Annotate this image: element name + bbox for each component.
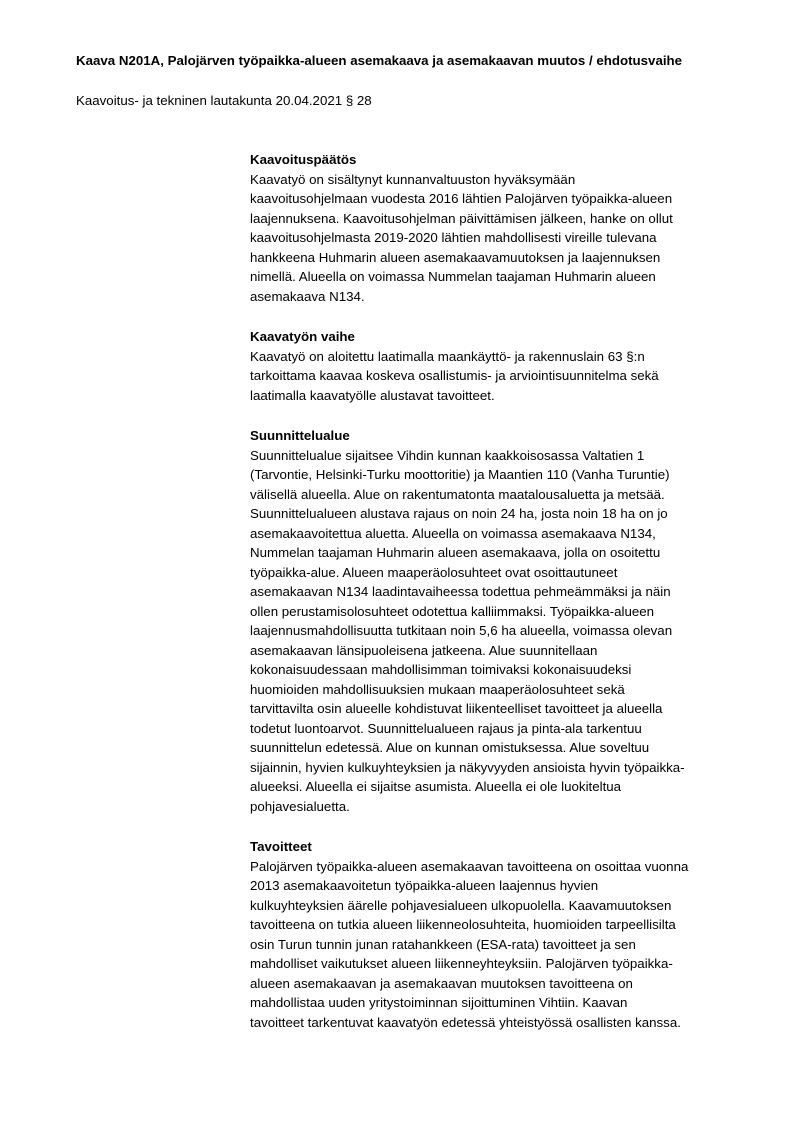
paragraph-line: työpaikka-alue. Alueen maaperäolosuhteet ovat osoittautuneet xyxy=(250,564,618,580)
paragraph-line: nimellä. Alueella on voimassa Nummelan taajaman Huhmarin alueen xyxy=(250,269,656,284)
paragraph-line: pohjavesialuetta. xyxy=(250,798,350,814)
section-heading: Tavoitteet xyxy=(250,839,312,854)
paragraph-line: todetut luontoarvot. Suunnittelualueen rajaus ja pinta-ala tarkentuu xyxy=(250,720,642,736)
paragraph-line: asemakaavoitettua aluetta. Alueella on voimassa asemakaava N134, xyxy=(250,525,656,541)
paragraph-line: mahdollistaa uuden yritystoiminnan sijoittuminen Vihtiin. Kaavan xyxy=(250,995,628,1010)
section-heading: Kaavoituspäätös xyxy=(250,152,357,167)
document-title: Kaava N201A, Palojärven työpaikka-alueen asemakaava ja asemakaavan muutos / ehdotusvaihe xyxy=(76,53,683,68)
section-tavoitteet xyxy=(250,837,750,1032)
section-heading: Suunnittelualue xyxy=(250,428,350,443)
section-paragraph xyxy=(250,857,750,1033)
section-paragraph xyxy=(250,347,750,406)
paragraph-line: kulkuyhteyksien äärelle pohjavesialueen ulkopuolella. Kaavamuutoksen xyxy=(250,897,672,913)
section-suunnittelualue xyxy=(250,426,750,816)
paragraph-line: tarkoittama kaavaa koskeva osallistumis- ja arviointisuunnitelma sekä xyxy=(250,368,659,383)
paragraph-line: osin Turun tunnin junan ratahankkeen (ESA-rata) tavoitteet ja sen xyxy=(250,936,636,952)
section-kaavatyon-vaihe xyxy=(250,327,750,405)
paragraph-line: Nummelan taajaman Huhmarin alueen asemakaava, jolla on osoitettu xyxy=(250,545,661,560)
paragraph-line: alueeksi. Alueella ei sijaitse asumista. Alueella ei ole luokiteltua xyxy=(250,779,622,794)
paragraph-line: laajennuksena. Kaavoitusohjelman päivittämisen jälkeen, hanke on ollut xyxy=(250,210,673,226)
paragraph-line: alueen asemakaavan ja asemakaavan muutoksen tavoitteena on xyxy=(250,975,633,991)
section-paragraph xyxy=(250,170,750,307)
paragraph-line: kaavoitusohjelmaan vuodesta 2016 lähtien Palojärven työpaikka-alueen xyxy=(250,191,673,206)
paragraph-line: Suunnittelualueen alustava rajaus on noin 24 ha, josta noin 18 ha on jo xyxy=(250,506,668,521)
paragraph-line: tavoitteena on tutkia alueen liikenneolosuhteita, huomioiden tarpeellisilta xyxy=(250,917,676,932)
paragraph-line: suunnittelun edetessä. Alue on kunnan omistuksessa. Alue soveltuu xyxy=(250,740,650,755)
paragraph-line: välisellä alueella. Alue on rakentumatonta maatalousaluetta ja metsää. xyxy=(250,486,665,502)
meeting-reference: Kaavoitus- ja tekninen lautakunta 20.04.2021 § 28 xyxy=(76,93,372,108)
paragraph-line: huomioiden mahdollisuuksien mukaan maaperäolosuhteet sekä xyxy=(250,681,625,697)
paragraph-line: ollen perustamisolosuhteet odotettua kalliimmaksi. Työpaikka-alueen xyxy=(250,603,655,619)
paragraph-line: laatimalla kaavatyölle alustavat tavoitteet. xyxy=(250,387,495,403)
document-body xyxy=(250,150,750,1053)
paragraph-line: 2013 asemakaavoitetun työpaikka-alueen laajennus hyvien xyxy=(250,878,599,893)
paragraph-line: tavoitteet tarkentuvat kaavatyön edetessä yhteistyössä osallisten kanssa. xyxy=(250,1014,681,1030)
paragraph-line: asemakaava N134. xyxy=(250,288,365,304)
paragraph-line: tarvittavilta osin alueelle kohdistuvat liikenteelliset tavoitteet ja alueella xyxy=(250,701,663,716)
paragraph-line: Kaavatyö on aloitettu laatimalla maankäyttö- ja rakennuslain 63 §:n xyxy=(250,348,645,364)
paragraph-line: kaavoitusohjelmasta 2019-2020 lähtien mahdollisesti vireille tulevana xyxy=(250,230,657,245)
paragraph-line: Suunnittelualue sijaitsee Vihdin kunnan kaakkoisosassa Valtatien 1 xyxy=(250,447,645,463)
paragraph-line: laajennusmahdollisuutta tutkitaan noin 5,6 ha alueella, voimassa olevan xyxy=(250,623,673,638)
paragraph-line: mahdolliset vaikutukset alueen liikenneyhteyksiin. Palojärven työpaikka- xyxy=(250,956,673,971)
section-heading: Kaavatyön vaihe xyxy=(250,329,355,344)
paragraph-line: sijainnin, hyvien kulkuyhteyksien ja näkyvyyden ansioista hyvin työpaikka- xyxy=(250,759,685,775)
paragraph-line: hankkeena Huhmarin alueen asemakaavamuutoksen ja laajennuksen xyxy=(250,249,661,265)
paragraph-line: asemakaavan N134 laadintavaiheessa todettua pehmeämmäksi ja näin xyxy=(250,584,671,599)
paragraph-line: kokonaisuudessaan mahdollisimman toimivaksi kokonaisuudeksi xyxy=(250,662,632,677)
paragraph-line: Kaavatyö on sisältynyt kunnanvaltuuston hyväksymään xyxy=(250,171,576,187)
paragraph-line: asemakaavan länsipuoleisena jatkeena. Alue suunnitellaan xyxy=(250,642,598,658)
section-paragraph xyxy=(250,446,750,817)
paragraph-line: Palojärven työpaikka-alueen asemakaavan tavoitteena on osoittaa vuonna xyxy=(250,858,689,874)
paragraph-line: (Tarvontie, Helsinki-Turku moottoritie) ja Maantien 110 (Vanha Turuntie) xyxy=(250,467,670,482)
section-kaavoituspaatos xyxy=(250,150,750,306)
